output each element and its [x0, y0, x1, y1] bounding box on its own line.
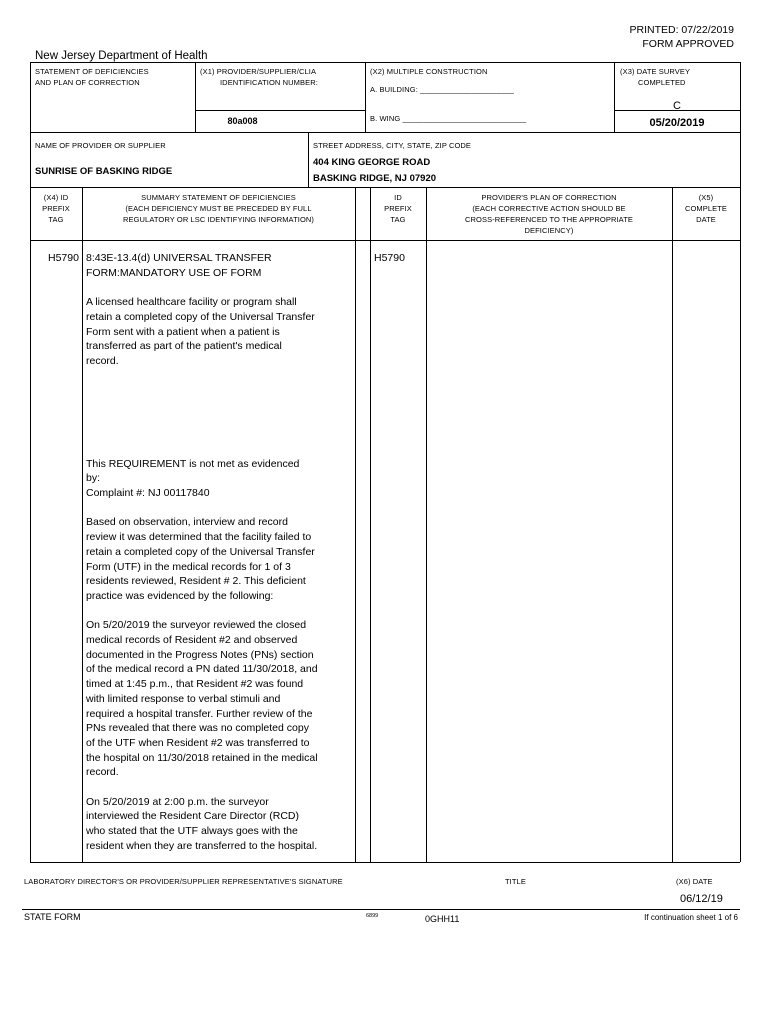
statement-label: [35, 66, 149, 88]
x5-header-line: COMPLETE: [684, 204, 728, 213]
text-line: required a hospital transfer. Further review of the: [86, 707, 313, 720]
id-header-line: PREFIX: [384, 204, 412, 213]
plan-header-line: (EACH CORRECTIVE ACTION SHOULD BE: [472, 204, 626, 213]
id-tag-divider: [426, 187, 427, 862]
address-label: STREET ADDRESS, CITY, STATE, ZIP CODE: [313, 141, 472, 150]
deficiency-tag: H5790: [48, 252, 79, 264]
agency-name: New Jersey Department of Health: [35, 50, 208, 62]
statement-label-line: AND PLAN OF CORRECTION: [35, 78, 140, 87]
text-line: the hospital on 11/30/2018 retained in the medical: [86, 751, 318, 764]
provider-name: SUNRISE OF BASKING RIDGE: [35, 166, 173, 177]
address-divider: [308, 132, 309, 187]
text-line: Form sent with a patient when a patient is: [86, 325, 280, 338]
text-line: of the medical record a PN dated 11/30/2018, and: [86, 663, 318, 676]
top-border: [30, 62, 740, 63]
wing-label: B. WING _____________________________: [370, 114, 527, 123]
provider-id: 80a008: [227, 116, 258, 126]
text-line: practice was evidenced by the following:: [86, 589, 274, 602]
body-bottom-border: [30, 862, 740, 863]
text-line: Complaint #: NJ 00117840: [86, 487, 210, 500]
title-label: TITLE: [505, 877, 526, 886]
plan-header-line: CROSS-REFERENCED TO THE APPROPRIATE: [465, 215, 633, 224]
x5-header-line: DATE: [696, 215, 716, 224]
x1-label-line: IDENTIFICATION NUMBER:: [220, 78, 318, 87]
x3-label: [620, 66, 690, 88]
plan-header: [426, 192, 672, 236]
text-line: resident when they are transferred to the hospital.: [86, 839, 318, 852]
text-line: by:: [86, 472, 101, 485]
row2-bottom-border: [30, 187, 740, 188]
id-prefix-tag: H5790: [374, 252, 405, 264]
text-line: interviewed the Resident Care Director (RCD): [86, 810, 299, 823]
right-border: [740, 62, 741, 862]
deficiency-body: [86, 251, 354, 854]
address-line-1: 404 KING GEORGE ROAD: [313, 157, 431, 168]
id-header-line: ID: [394, 193, 402, 202]
text-line: FORM:MANDATORY USE OF FORM: [86, 266, 262, 279]
statement-label-line: STATEMENT OF DEFICIENCIES: [35, 67, 149, 76]
paragraph-review: [86, 618, 354, 780]
text-line: record.: [86, 766, 119, 779]
text-line: with limited response to verbal stimuli and: [86, 692, 281, 705]
plan-header-line: PROVIDER'S PLAN OF CORRECTION: [481, 193, 617, 202]
survey-code: C: [673, 100, 681, 112]
id-header: [370, 192, 426, 225]
x4-header-line: TAG: [48, 215, 64, 224]
x5-header-line: (X5): [698, 193, 714, 202]
text-line: retain a completed copy of the Universal Transfer: [86, 545, 315, 558]
event-id: 0GHH11: [425, 914, 460, 924]
header-bottom-border: [30, 240, 740, 241]
x2-label: (X2) MULTIPLE CONSTRUCTION: [370, 67, 488, 76]
x3-label-line: COMPLETED: [638, 78, 686, 87]
summary-header-line: SUMMARY STATEMENT OF DEFICIENCIES: [141, 193, 296, 202]
paragraph-interview: [86, 795, 354, 854]
text-line: medical records of Resident #2 and observed: [86, 634, 298, 647]
text-line: residents reviewed, Resident # 2. This deficient: [86, 575, 306, 588]
text-line: review it was determined that the facility failed to: [86, 531, 312, 544]
text-line: of the UTF when Resident #2 was transferred to: [86, 736, 310, 749]
left-border: [30, 62, 31, 862]
address-line-2: BASKING RIDGE, NJ 07920: [313, 173, 437, 184]
text-line: who stated that the UTF always goes with the: [86, 825, 298, 838]
form-approved: FORM APPROVED: [642, 38, 734, 50]
text-line: transferred as part of the patient's medical: [86, 340, 282, 353]
x2-divider: [365, 62, 366, 132]
text-line: On 5/20/2019 the surveyor reviewed the closed: [86, 619, 307, 632]
x4-header-line: (X4) ID: [43, 193, 69, 202]
tag-divider: [82, 187, 83, 862]
x6-date-value: 06/12/19: [680, 893, 723, 905]
text-line: 8:43E-13.4(d) UNIVERSAL TRANSFER: [86, 252, 272, 264]
x4-header: [30, 192, 82, 225]
text-line: record.: [86, 354, 119, 367]
id-divider: [370, 187, 371, 862]
text-line: A licensed healthcare facility or program shall: [86, 296, 297, 309]
x3-label-line: (X3) DATE SURVEY: [620, 67, 691, 76]
paragraph-requirement: [86, 295, 354, 369]
plan-header-line: DEFICIENCY): [524, 226, 574, 235]
form-code: 6899: [366, 913, 379, 919]
footer-line: [22, 909, 740, 910]
continuation-sheet: If continuation sheet 1 of 6: [644, 913, 738, 922]
small-field-line: [195, 110, 365, 111]
text-line: timed at 1:45 p.m., that Resident #2 was found: [86, 678, 304, 691]
paragraph-finding: [86, 515, 354, 603]
summary-header: [82, 192, 355, 225]
x6-date-label: (X6) DATE: [676, 877, 713, 886]
summary-header-line: (EACH DEFICIENCY MUST BE PRECEDED BY FULL: [125, 204, 312, 213]
printed-date: PRINTED: 07/22/2019: [629, 24, 734, 36]
state-form-label: STATE FORM: [24, 912, 81, 922]
building-label: A. BUILDING: ______________________: [370, 85, 515, 94]
text-line: documented in the Progress Notes (PNs) section: [86, 648, 314, 661]
id-header-line: TAG: [390, 215, 406, 224]
text-line: Based on observation, interview and record: [86, 516, 288, 529]
x5-header: [672, 192, 740, 225]
provider-name-label: NAME OF PROVIDER OR SUPPLIER: [35, 141, 166, 150]
signature-label: LABORATORY DIRECTOR'S OR PROVIDER/SUPPLIER REPRESENTATIVE'S SIGNATURE: [24, 877, 343, 886]
paragraph-not-met: [86, 457, 354, 501]
text-line: PNs revealed that there was no completed copy: [86, 722, 309, 735]
x4-header-line: PREFIX: [42, 204, 70, 213]
text-line: On 5/20/2019 at 2:00 p.m. the surveyor: [86, 795, 269, 808]
regulation-title: [86, 251, 354, 280]
row1-bottom-border: [30, 132, 740, 133]
summary-divider: [355, 187, 356, 862]
text-line: Form (UTF) in the medical records for 1 of 3: [86, 560, 291, 573]
text-line: This REQUIREMENT is not met as evidenced: [86, 457, 300, 470]
text-line: retain a completed copy of the Universal Transfer: [86, 310, 315, 323]
summary-header-line: REGULATORY OR LSC IDENTIFYING INFORMATION): [122, 215, 315, 224]
x1-label: [200, 66, 318, 88]
x1-label-line: (X1) PROVIDER/SUPPLIER/CLIA: [200, 67, 317, 76]
survey-completed-date: 05/20/2019: [649, 117, 705, 129]
plan-divider: [672, 187, 673, 862]
